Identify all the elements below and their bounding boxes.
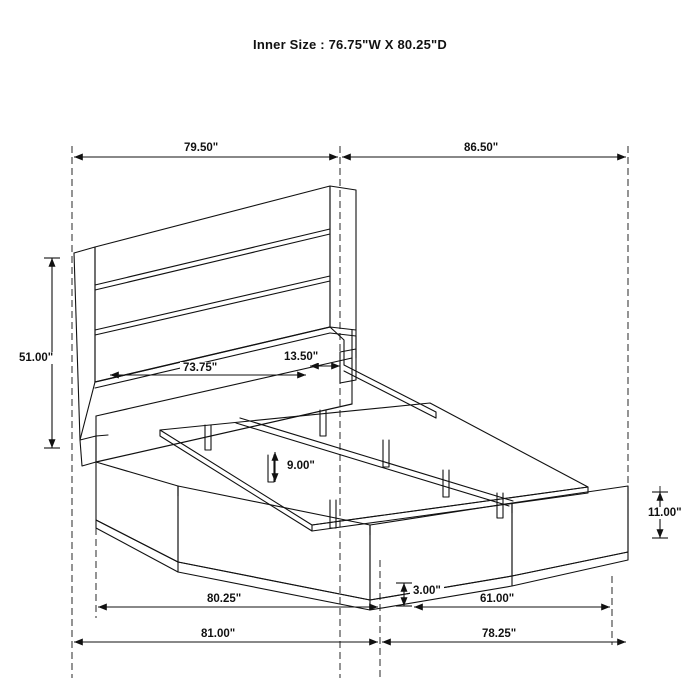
dimension-label-headboard-panel-width: 73.75" bbox=[180, 362, 220, 374]
page-title: Inner Size : 76.75"W X 80.25"D bbox=[253, 37, 447, 52]
dimension-label-slat-support-height: 9.00" bbox=[284, 460, 318, 472]
dimension-label-top-left: 79.50" bbox=[181, 142, 221, 154]
dimension-label-bottom-outer-left: 81.00" bbox=[198, 628, 238, 640]
dimension-label-bottom-outer-right: 78.25" bbox=[479, 628, 519, 640]
dimension-label-headboard-height: 51.00" bbox=[16, 352, 56, 364]
dimension-label-rail-height: 11.00" bbox=[645, 507, 685, 519]
bed-outline-group bbox=[74, 186, 628, 610]
dimension-label-foot-clearance: 3.00" bbox=[410, 585, 444, 597]
dimension-label-top-right: 86.50" bbox=[461, 142, 501, 154]
dimension-label-bottom-inner-left: 80.25" bbox=[204, 593, 244, 605]
dimension-label-headboard-post-depth: 13.50" bbox=[281, 351, 321, 363]
extension-lines-group bbox=[72, 146, 660, 678]
dimension-label-bottom-inner-right: 61.00" bbox=[477, 593, 517, 605]
